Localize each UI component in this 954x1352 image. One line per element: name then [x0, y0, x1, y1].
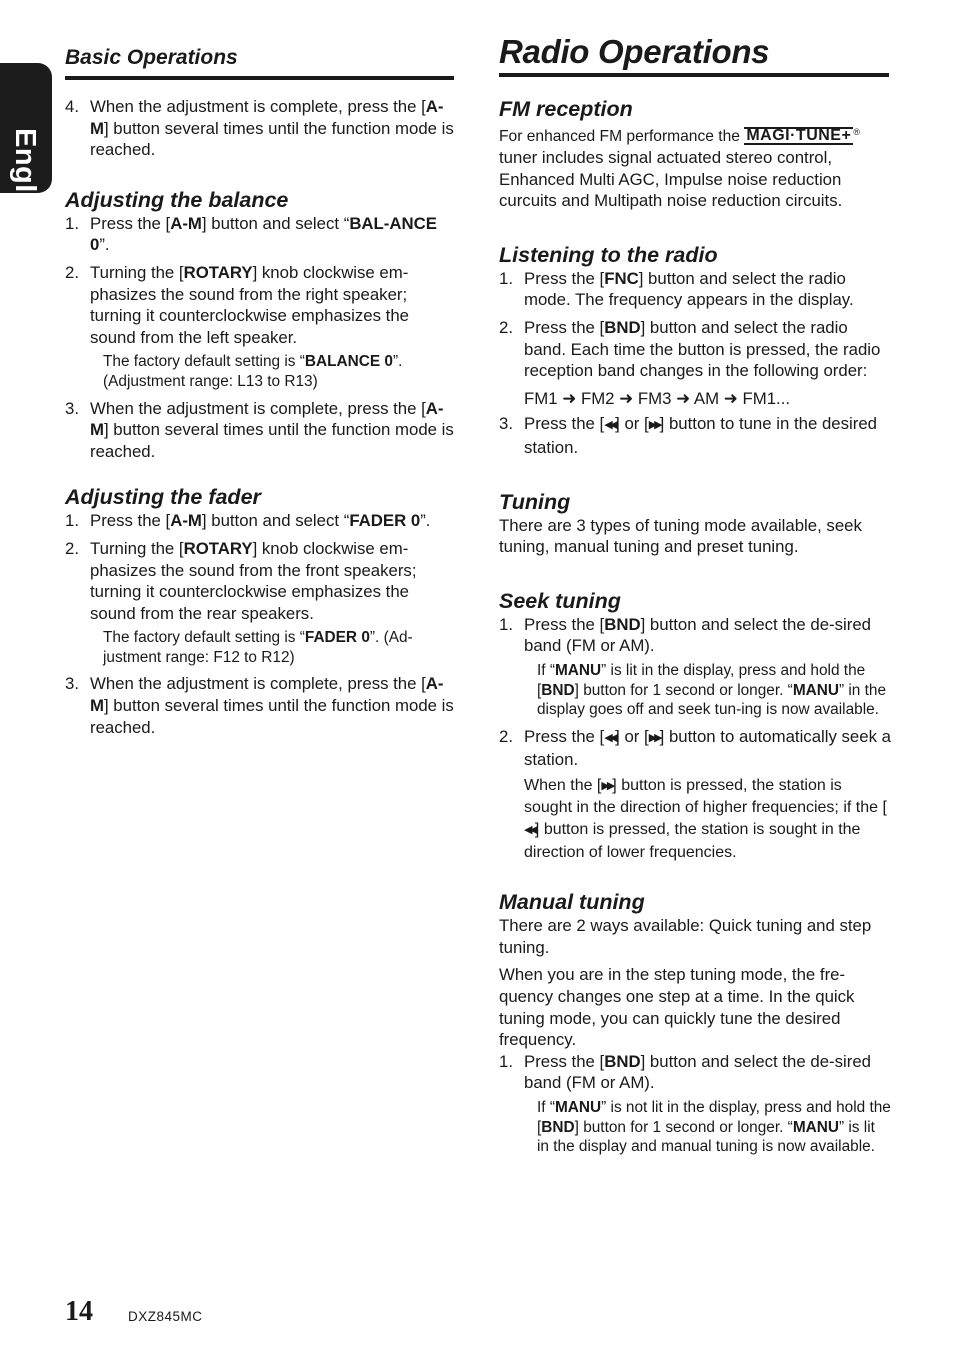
left-flow: [65, 96, 454, 744]
list-item: 1. Press the [A-M] button and select “FADER 0”.: [65, 511, 431, 531]
list-item: 4. When the adjustment is complete, press the [A-M] button several times until the function mode is reached.: [65, 97, 454, 160]
rewind-icon: ◀◀: [604, 731, 616, 744]
listen-steps-cont: [499, 413, 891, 458]
balance-steps: [65, 213, 454, 463]
fader-steps: [65, 510, 454, 738]
fader-note: The factory default setting is “FADER 0”. (Ad-justment range: F12 to R12): [103, 629, 413, 666]
seek-steps: [499, 614, 891, 864]
band-order: FM1 ➜ FM2 ➜ FM3 ➜ AM ➜ FM1...: [524, 388, 791, 408]
tuning-body: There are 3 types of tuning mode available, seek tuning, manual tuning and preset tuning.: [499, 515, 862, 557]
heading-adjusting-fader: Adjusting the fader: [65, 485, 261, 510]
list-item: 2. Press the [BND] button and select the radio band. Each time the button is pressed, the radio reception band changes in the following order:: [499, 317, 881, 381]
page-title: Radio Operations: [499, 33, 889, 77]
language-tab-label: English: [9, 128, 41, 237]
list-item: 2. Press the [◀◀] or [▶▶] button to automatically seek a station. When the [▶▶] button is pressed, the station is sought in the direction of higher frequencies; if the [◀◀] button is pressed, the station is sought in the direction of lower frequencies.: [499, 726, 891, 864]
page-number: 14: [65, 1296, 93, 1327]
section-title-basic-operations: Basic Operations: [65, 46, 454, 80]
intro-steps: [65, 96, 454, 161]
model-number: DXZ845MC: [128, 1309, 203, 1324]
list-item: 3. Press the [◀◀] or [▶▶] button to tune in the desired station.: [499, 414, 878, 457]
manual-steps: [499, 1051, 891, 1157]
list-item: 2. Turning the [ROTARY] knob clockwise em-phasizes the sound from the front speakers; turning it counterclockwise emphasizes the sound from the rear speakers. The factory default setting is “FADER 0”. (Ad-justment range: F12 to R12): [65, 538, 454, 668]
heading-manual-tuning: Manual tuning: [499, 890, 645, 915]
list-item: 2. Turning the [ROTARY] knob clockwise em-phasizes the sound from the right speaker; turning it counterclockwise emphasizes the sound from the left speaker. The factory default setting is “BALANCE 0”. (Adjustment range: L13 to R13): [65, 262, 454, 392]
right-flow: [499, 96, 891, 1163]
fm-intro: For enhanced FM performance the MAGI·TUNE+ ®: [499, 127, 860, 145]
list-item: 1. Press the [FNC] button and select the radio mode. The frequency appears in the display.: [499, 268, 854, 310]
manual-note-manu: If “MANU” is not lit in the display, press and hold the [BND] button for 1 second or longer. “MANU” is lit in the display and manual tuning is now available.: [537, 1099, 891, 1156]
heading-fm-reception: FM reception: [499, 97, 633, 121]
seek-note-manu: If “MANU” is lit in the display, press and hold the [BND] button for 1 second or longer. “MANU” in the display goes off and seek tun-ing is now available.: [537, 661, 887, 719]
list-item: 3. When the adjustment is complete, press the [A-M] button several times until the function mode is reached.: [65, 398, 454, 461]
list-item: 1. Press the [A-M] button and select “BAL-ANCE 0”.: [65, 213, 437, 255]
fast-forward-icon: ▶▶: [601, 779, 613, 792]
listen-steps: [499, 268, 891, 382]
rewind-icon: ◀◀: [604, 419, 616, 432]
fast-forward-icon: ▶▶: [648, 419, 660, 432]
heading-seek-tuning: Seek tuning: [499, 588, 621, 613]
manual-body-2: When you are in the step tuning mode, the fre-quency changes one step at a time. In the quick tuning mode, you can quickly tune the desired frequency.: [499, 965, 855, 1050]
heading-adjusting-balance: Adjusting the balance: [65, 187, 289, 212]
rewind-icon: ◀◀: [524, 824, 535, 837]
heading-listening-to-radio: Listening to the radio: [499, 242, 718, 267]
list-item: 3. When the adjustment is complete, press the [A-M] button several times until the function mode is reached.: [65, 674, 454, 737]
heading-tuning: Tuning: [499, 489, 571, 514]
registered-mark: ®: [853, 127, 860, 137]
manual-body-1: There are 2 ways available: Quick tuning and step tuning.: [499, 916, 872, 957]
fast-forward-icon: ▶▶: [648, 731, 660, 744]
balance-note: The factory default setting is “BALANCE 0”. (Adjustment range: L13 to R13): [103, 353, 403, 390]
fm-body: tuner includes signal actuated stereo control, Enhanced Multi AGC, Impulse noise reduction curcuits and Multipath noise reduction circuits.: [499, 148, 843, 211]
seek-note-direction: When the [▶▶] button is pressed, the station is sought in the direction of higher frequencies; if the [◀◀] button is pressed, the station is sought in the direction of lower frequencies.: [524, 776, 887, 861]
list-item: 1. Press the [BND] button and select the de-sired band (FM or AM). If “MANU” is lit in the display, press and hold the [BND] button for 1 second or longer. “MANU” in the display goes off and seek tun-ing is now available.: [499, 614, 891, 720]
list-item: 1. Press the [BND] button and select the de-sired band (FM or AM). If “MANU” is not lit in the display, press and hold the [BND] button for 1 second or longer. “MANU” is lit in the display and manual tuning is now available.: [499, 1051, 891, 1156]
magi-tune-logo: MAGI·TUNE+: [746, 127, 852, 144]
